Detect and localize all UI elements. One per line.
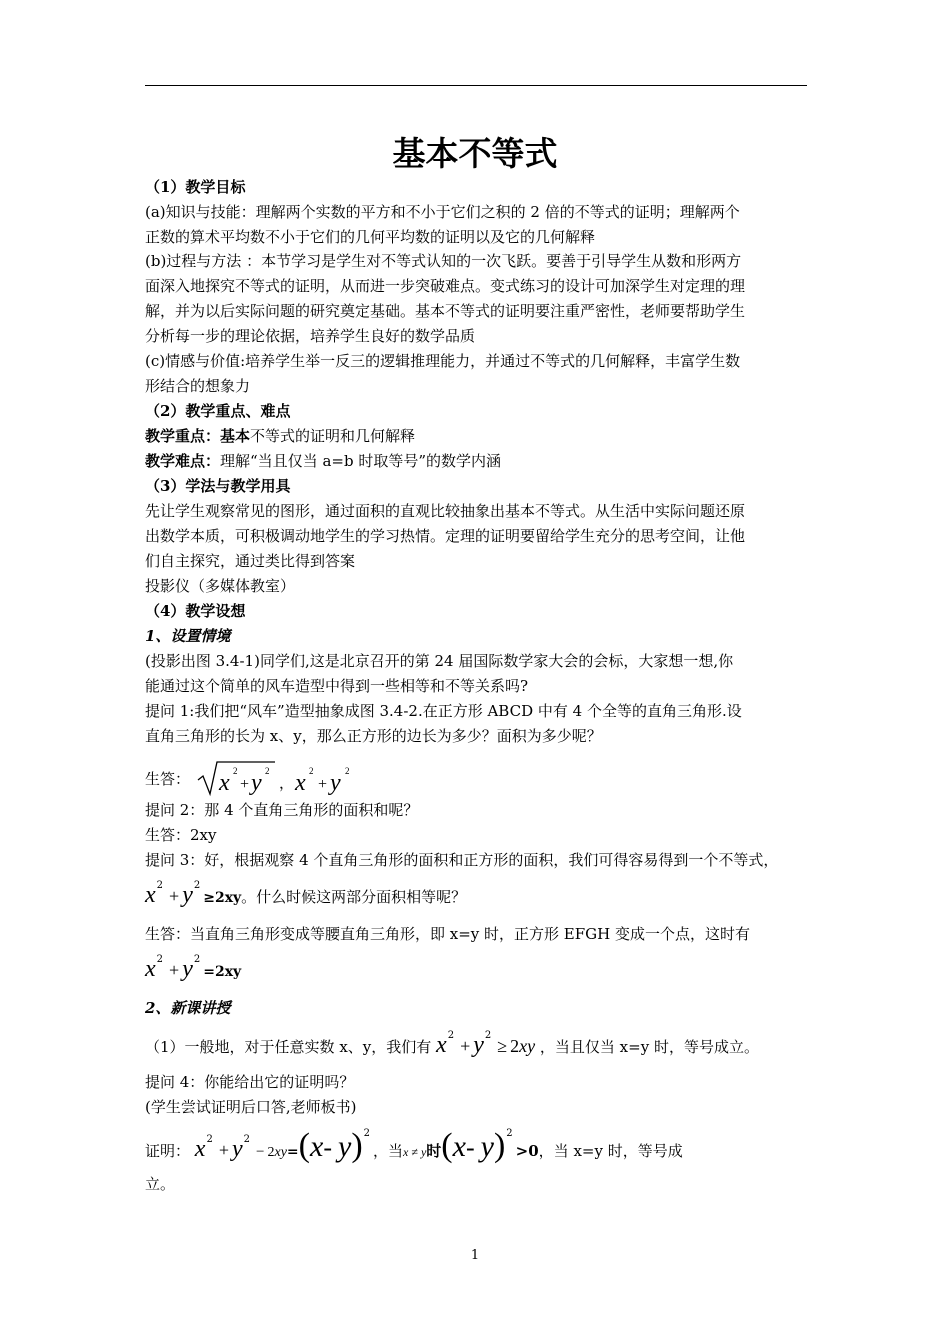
paragraph-line: 先让学生观察常见的图形，通过面积的直观比较抽象出基本不等式。从生活中实际问题还原 [145,502,746,520]
exp: 2 [484,1030,492,1041]
svg-text:2: 2 [308,766,314,776]
svg-text:2: 2 [232,766,238,776]
key-point-line [145,424,415,448]
svg-text:x: x [294,770,306,796]
var-x: x [145,882,156,908]
paragraph-line: 生答：2xy [145,826,217,844]
var-xy: xy [274,1145,287,1160]
paragraph-line: 能通过这个简单的风车造型中得到一些相等和不等关系吗? [145,677,529,695]
question-text: 。什么时候这两部分面积相等呢？ [241,888,467,906]
difficulty-text: 理解“当且仅当 a=b 时取等号”的数学内涵 [220,452,502,470]
exp: 2 [363,1128,371,1139]
paragraph-line: 出数学本质，可积极调动地学生的学习热情。定理的证明要留给学生充分的思考空间，让他 [145,527,746,545]
neq-condition: x ≠ y [403,1145,427,1159]
equality-tail: =2xy [203,964,242,980]
paren: ( [441,1127,453,1164]
paragraph-line: (学生尝试证明后口答,老师板书) [145,1098,357,1116]
svg-text:+: + [317,776,327,793]
difficulty-label: 教学难点： [145,452,221,470]
paren: ) [493,1127,506,1164]
paragraph-line: 生答：当直角三角形变成等腰直角三角形，即 x=y 时，正方形 EFGH 变成一个点，这时有 [145,925,750,943]
paragraph-line: 形结合的想象力 [145,377,251,395]
paragraph-line: 提问 2：那 4 个直角三角形的面积和呢？ [145,801,419,819]
section-1-heading: （1）教学目标 [145,178,246,196]
minus: - [465,1133,475,1162]
proof-when: ，当 [373,1142,404,1160]
var-xy: xy [519,1036,536,1056]
equality-line [145,952,241,991]
paragraph-line: 面深入地探究不等式的证明，从而进一步突破难点。变式练习的设计可加深学生对定理的理 [145,277,746,295]
minus: − [256,1144,265,1160]
subsection-2-heading: 2、新课讲授 [145,999,231,1017]
plus: + [460,1036,471,1056]
var-x: x [309,1130,324,1163]
svg-text:，: ， [278,774,294,792]
key-point-text: 不等式的证明和几何解释 [250,427,416,445]
svg-text:2: 2 [264,766,270,776]
exp: 2 [156,954,164,965]
paragraph-line: (投影出图 3.4-1)同学们,这是北京召开的第 24 届国际数学家大会的会标，大家想一想,你 [145,652,734,670]
proof-gt: >0 [515,1142,539,1160]
paren: ) [351,1127,363,1164]
var-y: y [480,1130,494,1163]
theorem-text-after: ，当且仅当 x=y 时，等号成立。 [539,1038,759,1056]
answer-1-line [145,758,365,798]
section-4-heading: （4）教学设想 [145,602,246,620]
theorem-text-before: （1）一般地，对于任意实数 x、y，我们有 [145,1038,432,1056]
paragraph-line: 分析每一步的理论依据，培养学生良好的数学品质 [145,327,476,345]
minus: - [323,1133,332,1162]
exp: 2 [506,1128,513,1139]
paragraph-line: (c)情感与价值:培养学生举一反三的逻辑推理能力，并通过不等式的几何解释，丰富学生数 [145,352,741,370]
paren: ( [298,1127,310,1164]
proof-label: 证明： [145,1142,191,1160]
var-x: x [194,1136,206,1162]
svg-text:y: y [250,770,262,796]
paragraph-line: (b)过程与方法 ：本节学习是学生对不等式认知的一次飞跃。要善于引导学生从数和形两方 [145,252,742,270]
page-title: 基本不等式 [392,134,558,173]
proof-tail: ，当 x=y 时，等号成 [538,1142,683,1160]
inequality-line [145,878,466,917]
paragraph-line: 立。 [145,1175,176,1193]
svg-text:x: x [218,770,230,796]
header-rule [145,85,807,86]
const: 2 [267,1145,275,1160]
var-x: x [145,956,156,982]
section-2-heading: （2）教学重点、难点 [145,402,291,420]
paragraph-line: 直角三角形的长为 x、y，那么正方形的边长为多少？面积为多少呢？ [145,727,602,745]
key-point-label: 教学重点：基本 [145,427,251,445]
plus: + [169,886,180,906]
var-x: x [452,1130,466,1163]
page-number: 1 [470,1248,480,1263]
answer-1-label: 生答： [145,770,191,788]
const: 2 [510,1036,520,1056]
exp: 2 [447,1030,455,1041]
var-y: y [182,882,193,908]
var-x: x [436,1032,447,1058]
geq-symbol: ≥ [497,1036,508,1056]
paragraph-line: 解，并为以后实际问题的研究奠定基础。基本不等式的证明要注重严密性，老师要帮助学生 [145,302,746,320]
section-3-heading: （3）学法与教学用具 [145,477,291,495]
plus: + [218,1140,229,1160]
sqrt-formula [195,758,365,798]
paragraph-line: 投影仪（多媒体教室） [145,577,296,595]
theorem-line [145,1030,759,1065]
difficulty-line [145,449,501,473]
svg-text:2: 2 [344,766,350,776]
exp: 2 [243,1134,251,1145]
exp: 2 [193,880,201,891]
paragraph-line: (a)知识与技能：理解两个实数的平方和不小于它们之积的 2 倍的不等式的证明；理解两个 [145,203,740,221]
paragraph-line: 正数的算术平均数不小于它们的几何平均数的证明以及它的几何解释 [145,228,596,246]
paragraph-line: 提问 4：你能给出它的证明吗？ [145,1073,355,1091]
proof-time: 时 [426,1142,442,1160]
exp: 2 [193,954,201,965]
var-y: y [337,1130,352,1163]
paragraph-line: 提问 1:我们把“风车”造型抽象成图 3.4-2.在正方形 ABCD 中有 4 个全等的直角三角形.设 [145,702,742,720]
svg-text:+: + [239,776,249,793]
inequality-tail: ≥2xy [203,890,242,906]
exp: 2 [156,880,164,891]
var-y: y [231,1136,243,1162]
paragraph-line: 提问 3：好，根据观察 4 个直角三角形的面积和正方形的面积，我们可得容易得到一个不等式， [145,851,779,869]
plus: + [169,960,180,980]
subsection-1-heading: 1、设置情境 [145,627,231,645]
exp: 2 [206,1134,213,1145]
var-y: y [473,1032,484,1058]
proof-line [145,1124,683,1176]
paragraph-line: 们自主探究，通过类比得到答案 [145,552,356,570]
equals: = [286,1144,299,1160]
svg-text:y: y [329,770,341,796]
var-y: y [182,956,193,982]
